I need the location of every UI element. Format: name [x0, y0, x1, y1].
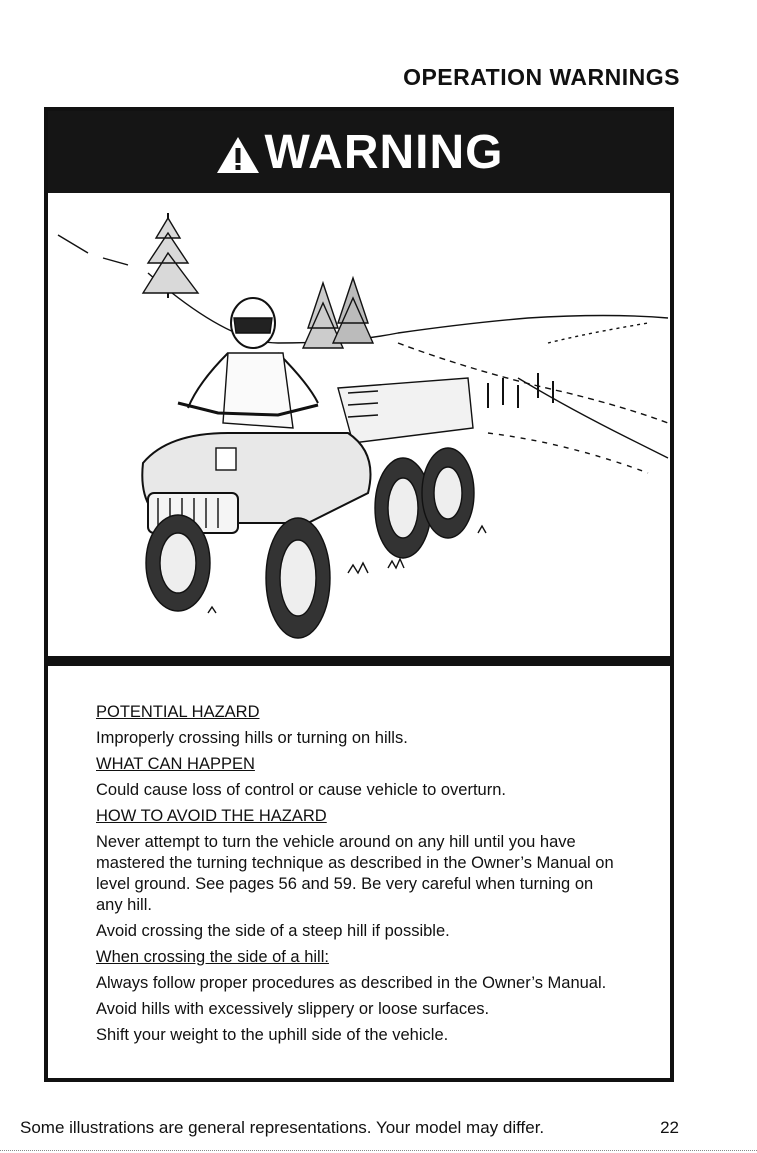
hazard-heading: WHAT CAN HAPPEN — [96, 755, 255, 773]
warning-content — [48, 666, 670, 1046]
hazard-heading: HOW TO AVOID THE HAZARD — [96, 807, 327, 825]
warning-box — [44, 107, 674, 1082]
hazard-text: Avoid hills with excessively slippery or loose surfaces. — [96, 1000, 490, 1018]
hazard-text: Shift your weight to the uphill side of the vehicle. — [96, 1026, 449, 1044]
hazard-text: Could cause loss of control or cause vehicle to overturn. — [96, 781, 506, 799]
footer-note: Some illustrations are general representations. Your model may differ. — [20, 1118, 545, 1137]
section-title: OPERATION WARNINGS — [403, 64, 680, 90]
atv-hill-illustration — [48, 193, 670, 666]
page-footer — [20, 1118, 679, 1138]
hazard-text: Always follow proper procedures as described in the Owner’s Manual. — [96, 974, 607, 992]
hazard-text: Avoid crossing the side of a steep hill if possible. — [96, 922, 450, 940]
warning-triangle-icon — [215, 135, 261, 175]
hazard-text: Never attempt to turn the vehicle around on any hill until you have mastered the turning technique as described in the Owner’s Manual on level ground. See pages 56 and 59. Be very careful when turning on any hill. — [96, 833, 614, 914]
warning-title: WARNING — [264, 125, 504, 179]
hazard-heading: POTENTIAL HAZARD — [96, 703, 260, 721]
hazard-heading: When crossing the side of a hill: — [96, 948, 329, 966]
warning-header — [48, 111, 670, 193]
hazard-text: Improperly crossing hills or turning on hills. — [96, 729, 408, 747]
page-number: 22 — [660, 1118, 679, 1137]
page-bottom-rule — [0, 1150, 757, 1151]
